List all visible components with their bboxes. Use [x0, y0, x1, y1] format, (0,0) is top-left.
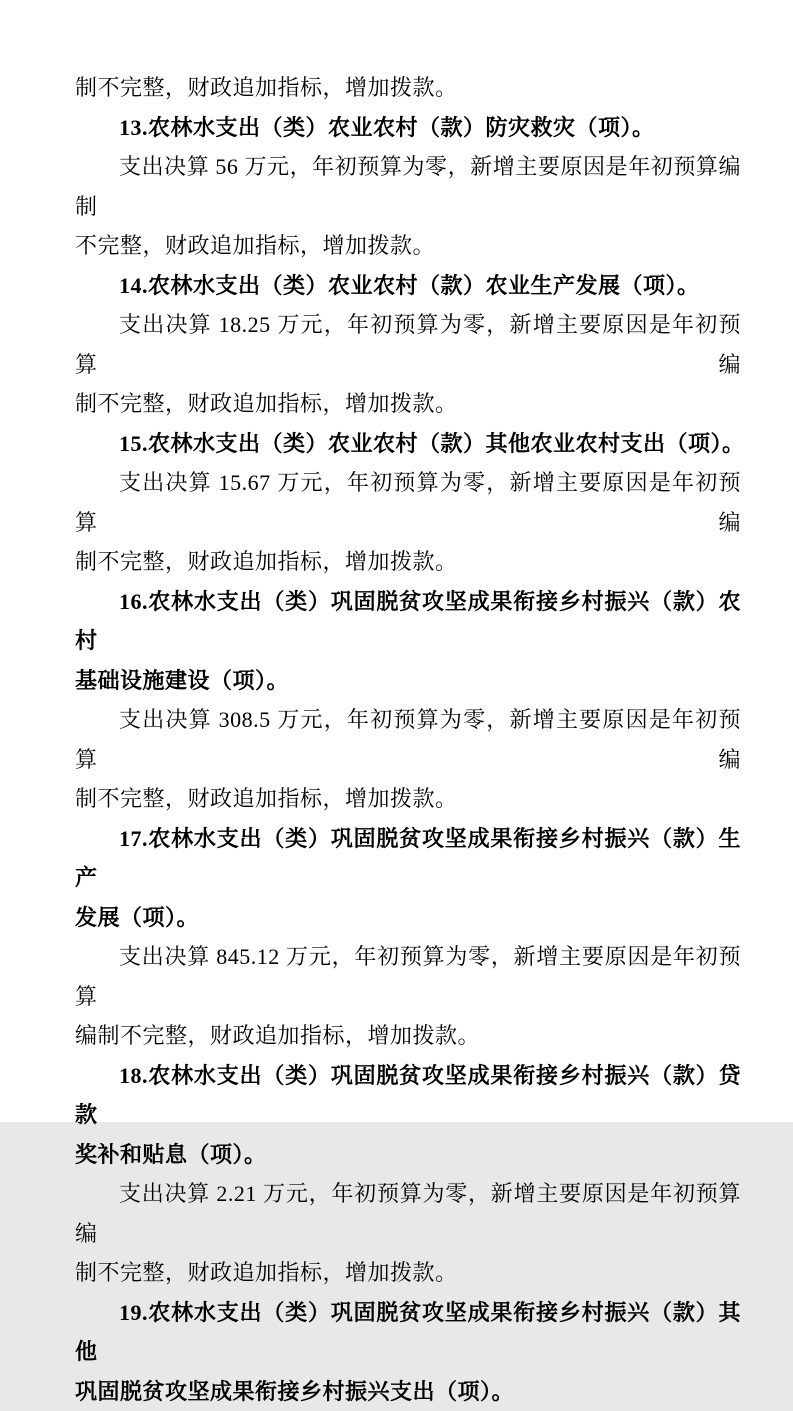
paragraph-line: 不完整，财政追加指标，增加拨款。 [75, 226, 741, 266]
paragraph-line: 支出决算 2.21 万元，年初预算为零，新增主要原因是年初预算编 [75, 1174, 741, 1253]
paragraph-line: 支出决算 15.67 万元，年初预算为零，新增主要原因是年初预算编 [75, 463, 741, 542]
text-block [75, 68, 741, 1411]
paragraph-line: 制不完整，财政追加指标，增加拨款。 [75, 68, 741, 108]
item-heading-line: 巩固脱贫攻坚成果衔接乡村振兴支出（项）。 [75, 1372, 741, 1411]
paragraph-line: 支出决算 18.25 万元，年初预算为零，新增主要原因是年初预算编 [75, 305, 741, 384]
paragraph-line: 制不完整，财政追加指标，增加拨款。 [75, 779, 741, 819]
item-heading-line: 基础设施建设（项）。 [75, 661, 741, 701]
item-heading-line: 16.农林水支出（类）巩固脱贫攻坚成果衔接乡村振兴（款）农村 [75, 582, 741, 661]
item-heading-line: 15.农林水支出（类）农业农村（款）其他农业农村支出（项）。 [75, 424, 741, 464]
paragraph-line: 支出决算 308.5 万元，年初预算为零，新增主要原因是年初预算编 [75, 700, 741, 779]
item-heading-line: 奖补和贴息（项）。 [75, 1135, 741, 1175]
item-heading-line: 14.农林水支出（类）农业农村（款）农业生产发展（项）。 [75, 266, 741, 306]
paragraph-line: 编制不完整，财政追加指标，增加拨款。 [75, 1016, 741, 1056]
item-heading-line: 18.农林水支出（类）巩固脱贫攻坚成果衔接乡村振兴（款）贷款 [75, 1056, 741, 1135]
paragraph-line: 支出决算 845.12 万元，年初预算为零，新增主要原因是年初预算 [75, 937, 741, 1016]
item-heading-line: 19.农林水支出（类）巩固脱贫攻坚成果衔接乡村振兴（款）其他 [75, 1293, 741, 1372]
paragraph-line: 制不完整，财政追加指标，增加拨款。 [75, 384, 741, 424]
item-heading-line: 发展（项）。 [75, 898, 741, 938]
paragraph-line: 制不完整，财政追加指标，增加拨款。 [75, 1253, 741, 1293]
paragraph-line: 制不完整，财政追加指标，增加拨款。 [75, 542, 741, 582]
item-heading-line: 17.农林水支出（类）巩固脱贫攻坚成果衔接乡村振兴（款）生产 [75, 819, 741, 898]
item-heading-line: 13.农林水支出（类）农业农村（款）防灾救灾（项）。 [75, 108, 741, 148]
paragraph-line: 支出决算 56 万元，年初预算为零，新增主要原因是年初预算编制 [75, 147, 741, 226]
